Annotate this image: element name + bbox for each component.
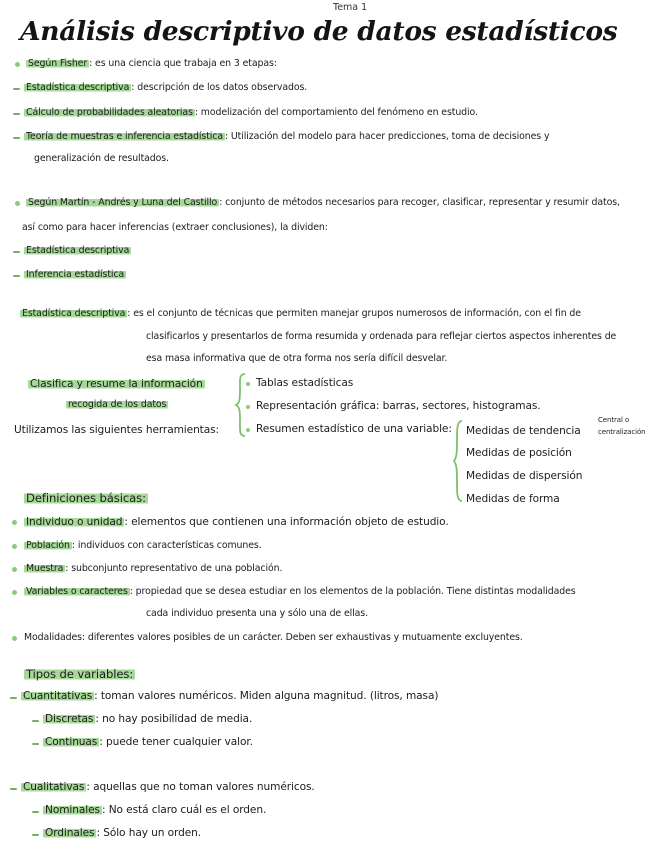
martin-item-1 xyxy=(24,245,131,257)
page-title: Análisis descriptivo de datos estadísticos xyxy=(20,16,618,47)
nominales-label: Nominales xyxy=(45,804,100,816)
def-item-3-text: : subconjunto representativo de una población. xyxy=(65,563,283,574)
fisher-item-3 xyxy=(24,131,549,143)
martin-text: : conjunto de métodos necesarios para recoger, clasificar, representar y resumir datos, xyxy=(219,197,620,208)
fisher-item-2 xyxy=(24,107,478,119)
dash-icon xyxy=(32,834,39,836)
central-note-2: centralización xyxy=(598,428,646,436)
clasifica-line-2 xyxy=(66,399,168,411)
cuantitativas-line xyxy=(21,690,438,703)
fisher-item-3-text: : Utilización del modelo para hacer predicciones, toma de decisiones y xyxy=(224,131,550,142)
def-item-3 xyxy=(24,563,282,575)
cualitativas-line xyxy=(21,781,315,794)
bullet-icon xyxy=(246,382,250,386)
ordinales-label: Ordinales xyxy=(45,827,95,839)
fisher-item-1 xyxy=(24,82,307,94)
def-item-4-cont: cada individuo presenta una y sólo una de ellas. xyxy=(146,608,368,619)
descriptiva-label: Estadística descriptiva xyxy=(22,308,126,319)
tema-label: Tema 1 xyxy=(333,2,368,13)
cuantitativas-text: : toman valores numéricos. Miden alguna magnitud. (litros, masa) xyxy=(94,690,439,702)
descriptiva-line-1 xyxy=(20,308,581,320)
martin-line xyxy=(26,197,620,209)
medida-item-3: Medidas de dispersión xyxy=(466,470,583,482)
fisher-item-2-label: Cálculo de probabilidades aleatorias xyxy=(26,107,193,118)
martin-label: Según Martín - Andrés y Luna del Castillo xyxy=(28,197,218,208)
dash-icon xyxy=(13,251,20,253)
dash-icon xyxy=(13,137,20,139)
medida-item-1: Medidas de tendencia xyxy=(466,425,581,437)
cuantitativas-label: Cuantitativas xyxy=(23,690,93,702)
nominales-text: : No está claro cuál es el orden. xyxy=(101,804,267,816)
martin-cont: así como para hacer inferencias (extraer conclusiones), la dividen: xyxy=(22,222,328,233)
continuas-text: : puede tener cualquier valor. xyxy=(99,736,253,748)
def-item-2-text: : individuos con características comunes. xyxy=(71,540,262,551)
dash-icon xyxy=(10,697,17,699)
clasifica-label-2: recogida de los datos xyxy=(68,399,167,410)
tipos-heading xyxy=(24,667,135,681)
bullet-icon xyxy=(246,405,250,409)
definiciones-heading xyxy=(24,491,148,505)
cualitativas-text: : aquellas que no toman valores numéricos. xyxy=(86,781,315,793)
medida-item-2: Medidas de posición xyxy=(466,447,572,459)
descriptiva-line-3: esa masa informativa que de otra forma nos sería difícil desvelar. xyxy=(146,353,448,364)
bullet-icon xyxy=(12,636,17,641)
nominales-line xyxy=(43,804,266,817)
utilizamos-line: Utilizamos las siguientes herramientas: xyxy=(14,424,220,436)
clasifica-line-1 xyxy=(28,378,205,391)
fisher-item-2-text: : modelización del comportamiento del fenómeno en estudio. xyxy=(194,107,478,118)
definiciones-heading-text: Definiciones básicas: xyxy=(26,491,146,505)
tool-item-1: Tablas estadísticas xyxy=(256,377,354,389)
def-item-2 xyxy=(24,540,262,552)
dash-icon xyxy=(32,811,39,813)
def-item-1-text: : elementos que contienen una información objeto de estudio. xyxy=(124,516,449,528)
descriptiva-line-2: clasificarlos y presentarlos de forma resumida y ordenada para reflejar ciertos aspectos inherentes de xyxy=(146,331,617,342)
dash-icon xyxy=(32,743,39,745)
continuas-line xyxy=(43,736,253,749)
clasifica-label-1: Clasifica y resume la información xyxy=(30,378,203,390)
continuas-label: Continuas xyxy=(45,736,98,748)
tipos-heading-text: Tipos de variables: xyxy=(26,667,134,681)
dash-icon xyxy=(13,275,20,277)
def-item-1 xyxy=(24,516,449,529)
def-item-4 xyxy=(24,586,576,598)
fisher-item-3-label: Teoría de muestras e inferencia estadística xyxy=(26,131,223,142)
cualitativas-label: Cualitativas xyxy=(23,781,85,793)
martin-item-1-label: Estadística descriptiva xyxy=(26,245,130,256)
def-item-5 xyxy=(24,632,523,644)
def-item-1-label: Individuo o unidad xyxy=(26,516,123,528)
martin-item-2 xyxy=(24,269,126,281)
def-item-5-label: Modalidades xyxy=(24,632,82,643)
dash-icon xyxy=(10,788,17,790)
discretas-label: Discretas xyxy=(45,713,94,725)
def-item-3-label: Muestra xyxy=(26,563,64,574)
dash-icon xyxy=(13,88,20,90)
discretas-text: : no hay posibilidad de media. xyxy=(95,713,253,725)
def-item-4-label: Variables o caracteres xyxy=(26,586,128,597)
fisher-text: : es una ciencia que trabaja en 3 etapas: xyxy=(89,58,277,69)
bullet-icon xyxy=(12,520,17,525)
fisher-line xyxy=(26,58,277,70)
bullet-icon xyxy=(12,590,17,595)
bullet-icon xyxy=(12,567,17,572)
martin-item-2-label: Inferencia estadística xyxy=(26,269,125,280)
bullet-icon xyxy=(246,428,250,432)
ordinales-text: : Sólo hay un orden. xyxy=(96,827,202,839)
bullet-icon xyxy=(15,201,20,206)
fisher-item-1-text: : descripción de los datos observados. xyxy=(131,82,308,93)
fisher-label: Según Fisher xyxy=(28,58,88,69)
central-note-1: Central o xyxy=(598,416,630,424)
fisher-item-3-cont: generalización de resultados. xyxy=(34,153,169,164)
bullet-icon xyxy=(15,62,20,67)
ordinales-line xyxy=(43,827,201,840)
tool-item-3: Resumen estadístico de una variable: xyxy=(256,423,452,435)
tool-item-2: Representación gráfica: barras, sectores, histogramas. xyxy=(256,400,541,412)
bullet-icon xyxy=(12,544,17,549)
medidas-brace-icon xyxy=(452,419,464,503)
medida-item-4: Medidas de forma xyxy=(466,493,560,505)
def-item-4-text: : propiedad que se desea estudiar en los elementos de la población. Tiene distintas modalidades xyxy=(129,586,576,597)
def-item-2-label: Población xyxy=(26,540,70,551)
def-item-5-text: : diferentes valores posibles de un carácter. Deben ser exhaustivas y mutuamente excluyentes. xyxy=(81,632,523,643)
discretas-line xyxy=(43,713,252,726)
fisher-item-1-label: Estadística descriptiva xyxy=(26,82,130,93)
dash-icon xyxy=(32,720,39,722)
descriptiva-text-1: : es el conjunto de técnicas que permiten manejar grupos numerosos de información, con el fin de xyxy=(127,308,581,319)
dash-icon xyxy=(13,113,20,115)
